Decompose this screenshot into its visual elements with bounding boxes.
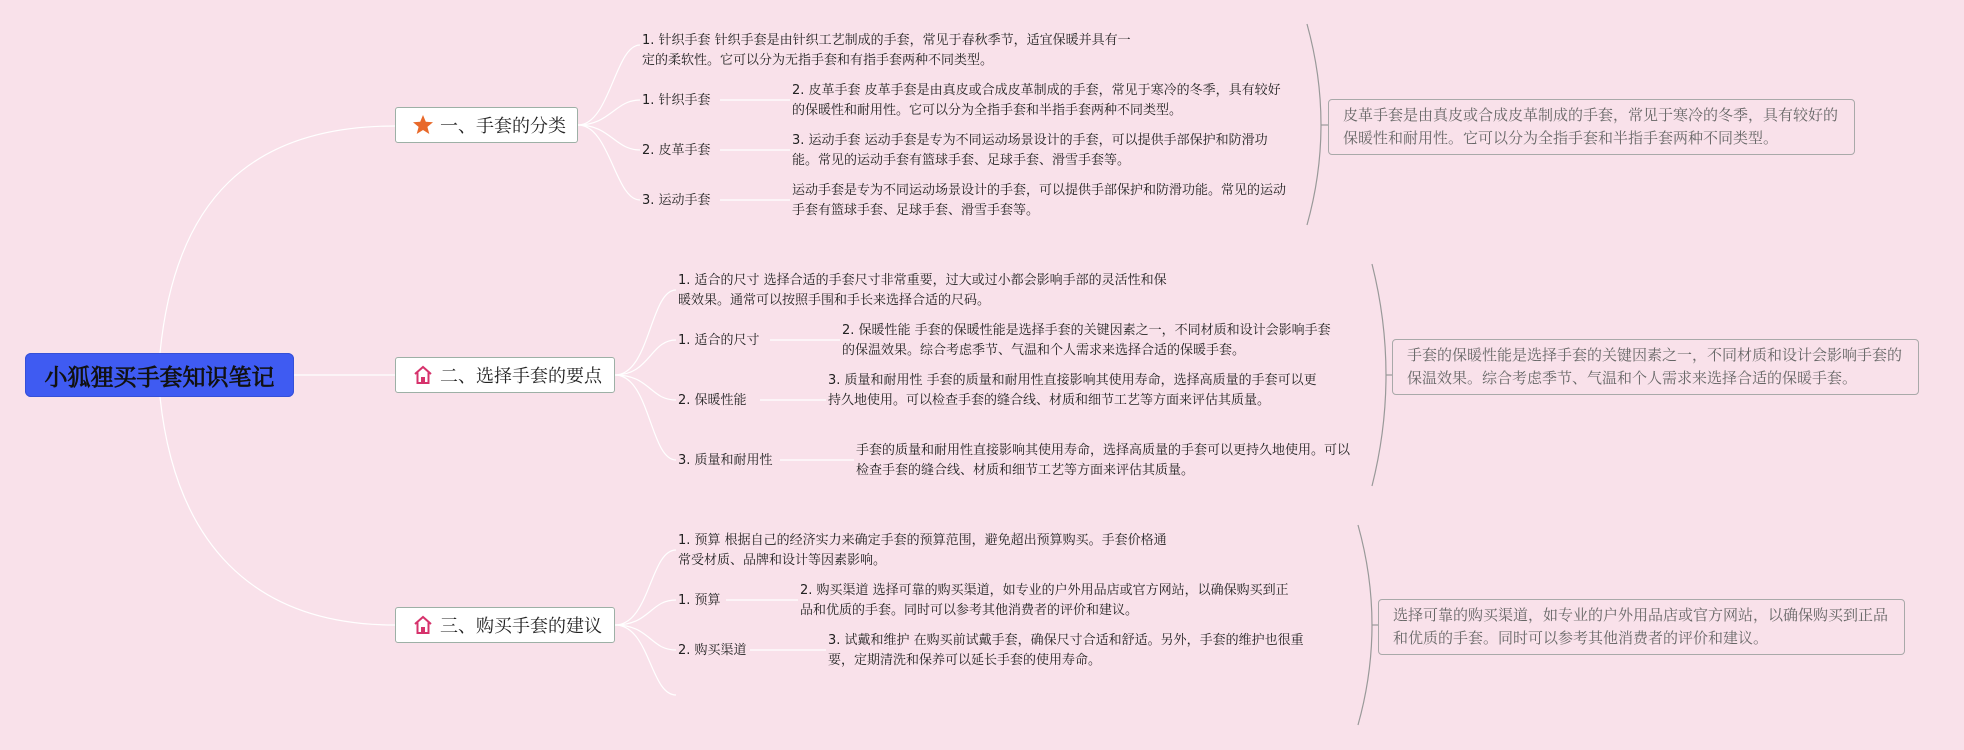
summary-bracket-1	[1307, 24, 1321, 225]
description-sport-detail: 运动手套是专为不同运动场景设计的手套，可以提供手部保护和防滑功能。常见的运动手套有篮球手套、足球手套、滑雪手套等。	[792, 183, 1287, 218]
item-purchase-channel[interactable]: 2. 购买渠道	[678, 643, 747, 658]
description-sport: 3. 运动手套 运动手套是专为不同运动场景设计的手套，可以提供手部保护和防滑功能。常见的运动手套有篮球手套、足球手套、滑雪手套等。	[792, 133, 1268, 168]
description-knit: 1. 针织手套 针织手套是由针织工艺制成的手套，常见于春秋季节，适宜保暖并具有一定的柔软性。它可以分为无指手套和有指手套两种不同类型。	[642, 33, 1131, 68]
topic-selection-points[interactable]	[395, 357, 615, 393]
description-try-maintain: 3. 试戴和维护 在购买前试戴手套，确保尺寸合适和舒适。另外，手套的维护也很重要，定期清洗和保养可以延长手套的使用寿命。	[828, 633, 1304, 668]
root-node[interactable]	[25, 353, 294, 397]
topic-label: 一、手套的分类	[440, 116, 566, 137]
root-title: 小狐狸买手套知识笔记	[44, 364, 275, 391]
summary-bracket-2	[1372, 264, 1386, 486]
topic-classification[interactable]	[395, 107, 578, 143]
home-icon	[412, 364, 434, 386]
description-warmth: 2. 保暖性能 手套的保暖性能是选择手套的关键因素之一，不同材质和设计会影响手套的保温效果。综合考虑季节、气温和个人需求来选择合适的保暖手套。	[842, 323, 1331, 358]
item-warmth[interactable]: 2. 保暖性能	[678, 393, 747, 408]
summary-selection-points: 手套的保暖性能是选择手套的关键因素之一，不同材质和设计会影响手套的保温效果。综合考虑季节、气温和个人需求来选择合适的保暖手套。	[1392, 339, 1919, 395]
description-size: 1. 适合的尺寸 选择合适的手套尺寸非常重要，过大或过小都会影响手部的灵活性和保暖效果。通常可以按照手围和手长来选择合适的尺码。	[678, 273, 1167, 308]
item-sport-gloves[interactable]: 3. 运动手套	[642, 193, 711, 208]
topic-purchase-advice[interactable]	[395, 607, 615, 643]
summary-classification: 皮革手套是由真皮或合成皮革制成的手套，常见于寒冷的冬季，具有较好的保暖性和耐用性。它可以分为全指手套和半指手套两种不同类型。	[1328, 99, 1855, 155]
summary-purchase-advice: 选择可靠的购买渠道，如专业的户外用品店或官方网站，以确保购买到正品和优质的手套。同时可以参考其他消费者的评价和建议。	[1378, 599, 1905, 655]
description-quality: 3. 质量和耐用性 手套的质量和耐用性直接影响其使用寿命，选择高质量的手套可以更持久地使用。可以检查手套的缝合线、材质和细节工艺等方面来评估其质量。	[828, 373, 1317, 408]
summary-bracket-3	[1358, 525, 1372, 725]
star-icon	[412, 114, 434, 136]
description-budget: 1. 预算 根据自己的经济实力来确定手套的预算范围，避免超出预算购买。手套价格通常受材质、品牌和设计等因素影响。	[678, 533, 1167, 568]
branch-root-topic3	[160, 397, 395, 625]
home-icon	[412, 614, 434, 636]
description-leather: 2. 皮革手套 皮革手套是由真皮或合成皮革制成的手套，常见于寒冷的冬季，具有较好的保暖性和耐用性。它可以分为全指手套和半指手套两种不同类型。	[792, 83, 1281, 118]
topic-label: 二、选择手套的要点	[440, 366, 602, 387]
description-quality-detail: 手套的质量和耐用性直接影响其使用寿命，选择高质量的手套可以更持久地使用。可以检查手套的缝合线、材质和细节工艺等方面来评估其质量。	[856, 443, 1351, 478]
item-leather-gloves[interactable]: 2. 皮革手套	[642, 143, 711, 158]
item-fitting-size[interactable]: 1. 适合的尺寸	[678, 333, 760, 348]
branch-root-topic1	[160, 126, 395, 353]
item-quality-durability[interactable]: 3. 质量和耐用性	[678, 453, 773, 468]
item-budget[interactable]: 1. 预算	[678, 593, 721, 608]
item-knit-gloves[interactable]: 1. 针织手套	[642, 93, 711, 108]
topic-label: 三、购买手套的建议	[440, 616, 602, 637]
description-channel: 2. 购买渠道 选择可靠的购买渠道，如专业的户外用品店或官方网站，以确保购买到正品和优质的手套。同时可以参考其他消费者的评价和建议。	[800, 583, 1289, 618]
